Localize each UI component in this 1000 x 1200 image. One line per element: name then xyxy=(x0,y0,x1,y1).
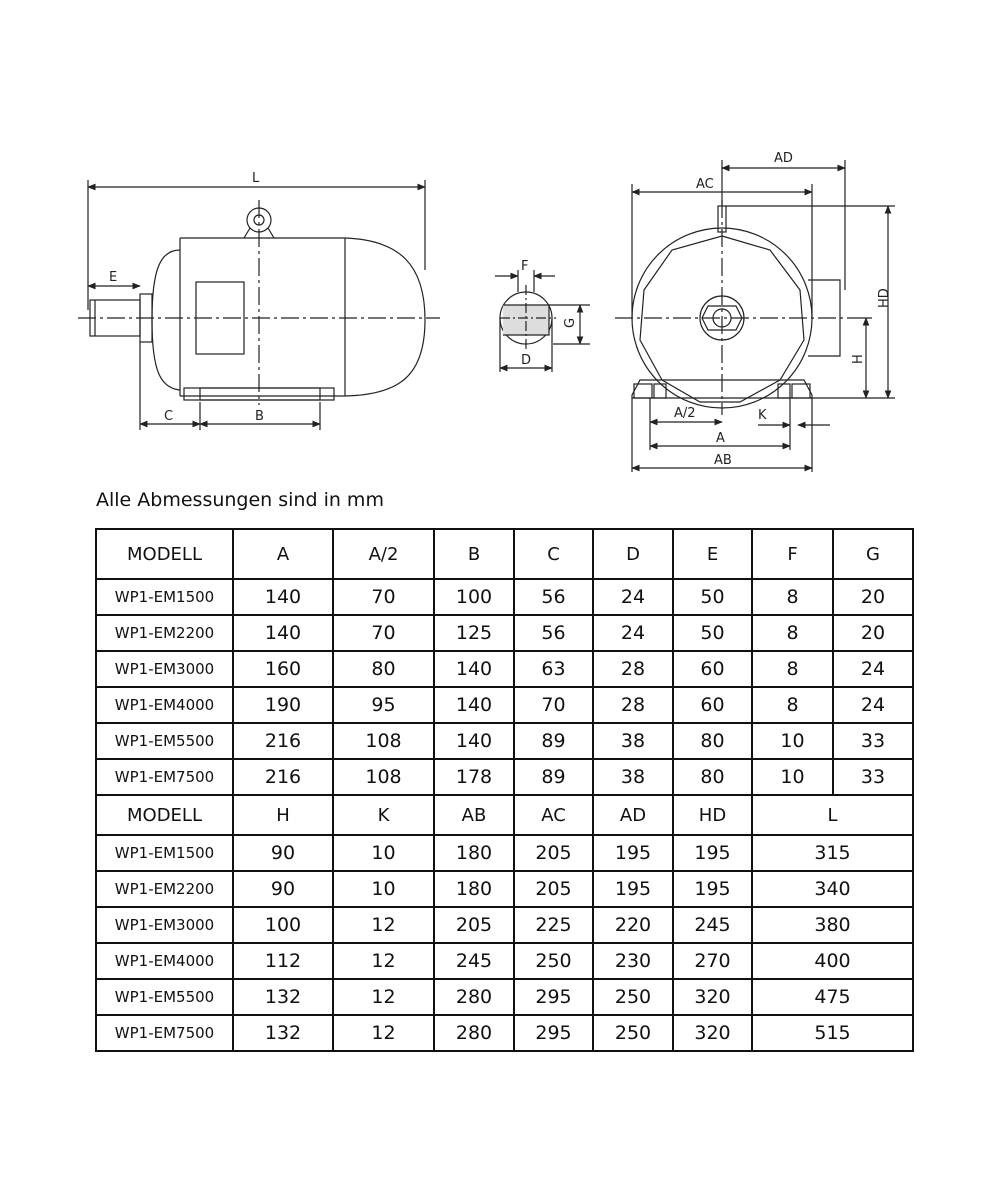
value-cell: 180 xyxy=(434,835,514,871)
table-row xyxy=(96,871,913,907)
value-cell: 515 xyxy=(752,1015,913,1051)
value-cell: 400 xyxy=(752,943,913,979)
value-cell: 12 xyxy=(333,979,434,1015)
value-cell: 20 xyxy=(833,615,913,651)
header-cell: K xyxy=(333,795,434,835)
value-cell: 8 xyxy=(752,651,833,687)
value-cell: 12 xyxy=(333,1015,434,1051)
value-cell: 56 xyxy=(514,615,593,651)
value-cell: 33 xyxy=(833,759,913,795)
value-cell: 10 xyxy=(752,723,833,759)
value-cell: 245 xyxy=(673,907,752,943)
value-cell: 180 xyxy=(434,871,514,907)
value-cell: 100 xyxy=(434,579,514,615)
value-cell: 190 xyxy=(233,687,333,723)
label-A-half: A/2 xyxy=(674,406,696,421)
value-cell: 140 xyxy=(434,687,514,723)
value-cell: 216 xyxy=(233,723,333,759)
value-cell: 90 xyxy=(233,835,333,871)
value-cell: 28 xyxy=(593,687,673,723)
value-cell: 132 xyxy=(233,979,333,1015)
header-cell: C xyxy=(514,529,593,579)
value-cell: 195 xyxy=(593,871,673,907)
header-cell: B xyxy=(434,529,514,579)
value-cell: 195 xyxy=(673,835,752,871)
front-view xyxy=(615,151,895,472)
value-cell: 315 xyxy=(752,835,913,871)
value-cell: 10 xyxy=(752,759,833,795)
value-cell: 205 xyxy=(514,835,593,871)
value-cell: 70 xyxy=(333,615,434,651)
value-cell: 70 xyxy=(514,687,593,723)
value-cell: 89 xyxy=(514,759,593,795)
table-row xyxy=(96,835,913,871)
value-cell: 12 xyxy=(333,907,434,943)
table-row xyxy=(96,759,913,795)
value-cell: 295 xyxy=(514,979,593,1015)
header-cell: H xyxy=(233,795,333,835)
model-cell: WP1-EM4000 xyxy=(96,943,233,979)
table-row xyxy=(96,651,913,687)
value-cell: 280 xyxy=(434,979,514,1015)
value-cell: 245 xyxy=(434,943,514,979)
value-cell: 340 xyxy=(752,871,913,907)
model-cell: WP1-EM1500 xyxy=(96,579,233,615)
value-cell: 70 xyxy=(333,579,434,615)
side-view xyxy=(78,171,440,430)
value-cell: 50 xyxy=(673,615,752,651)
value-cell: 112 xyxy=(233,943,333,979)
value-cell: 475 xyxy=(752,979,913,1015)
dimension-table xyxy=(95,528,914,1052)
table-row xyxy=(96,907,913,943)
value-cell: 320 xyxy=(673,979,752,1015)
value-cell: 38 xyxy=(593,759,673,795)
value-cell: 8 xyxy=(752,615,833,651)
value-cell: 24 xyxy=(593,615,673,651)
label-AB: AB xyxy=(714,453,732,468)
value-cell: 60 xyxy=(673,651,752,687)
value-cell: 24 xyxy=(593,579,673,615)
header-cell: A/2 xyxy=(333,529,434,579)
value-cell: 100 xyxy=(233,907,333,943)
header-cell: AB xyxy=(434,795,514,835)
label-A: A xyxy=(716,431,725,446)
value-cell: 140 xyxy=(233,615,333,651)
label-D: D xyxy=(521,353,532,368)
value-cell: 295 xyxy=(514,1015,593,1051)
model-cell: WP1-EM1500 xyxy=(96,835,233,871)
model-cell: WP1-EM5500 xyxy=(96,979,233,1015)
value-cell: 250 xyxy=(593,979,673,1015)
label-K: K xyxy=(758,408,767,423)
header-cell: MODELL xyxy=(96,529,233,579)
value-cell: 28 xyxy=(593,651,673,687)
header-cell: HD xyxy=(673,795,752,835)
value-cell: 50 xyxy=(673,579,752,615)
header-cell: G xyxy=(833,529,913,579)
value-cell: 380 xyxy=(752,907,913,943)
label-G: G xyxy=(563,317,578,328)
header-cell: E xyxy=(673,529,752,579)
value-cell: 160 xyxy=(233,651,333,687)
value-cell: 20 xyxy=(833,579,913,615)
value-cell: 225 xyxy=(514,907,593,943)
header-cell: L xyxy=(752,795,913,835)
value-cell: 132 xyxy=(233,1015,333,1051)
header-cell: A xyxy=(233,529,333,579)
model-cell: WP1-EM7500 xyxy=(96,1015,233,1051)
value-cell: 33 xyxy=(833,723,913,759)
label-AD: AD xyxy=(774,151,793,166)
value-cell: 140 xyxy=(434,723,514,759)
value-cell: 320 xyxy=(673,1015,752,1051)
header-cell: F xyxy=(752,529,833,579)
value-cell: 178 xyxy=(434,759,514,795)
table-row xyxy=(96,1015,913,1051)
model-cell: WP1-EM5500 xyxy=(96,723,233,759)
model-cell: WP1-EM3000 xyxy=(96,651,233,687)
table1-header-row xyxy=(96,529,913,579)
value-cell: 108 xyxy=(333,759,434,795)
value-cell: 10 xyxy=(333,835,434,871)
value-cell: 220 xyxy=(593,907,673,943)
value-cell: 90 xyxy=(233,871,333,907)
value-cell: 230 xyxy=(593,943,673,979)
value-cell: 205 xyxy=(434,907,514,943)
label-E: E xyxy=(109,270,118,285)
value-cell: 140 xyxy=(434,651,514,687)
value-cell: 8 xyxy=(752,687,833,723)
motor-dimension-drawing xyxy=(0,140,1000,490)
value-cell: 80 xyxy=(333,651,434,687)
label-H: H xyxy=(851,354,866,364)
units-caption: Alle Abmessungen sind in mm xyxy=(96,489,384,511)
value-cell: 280 xyxy=(434,1015,514,1051)
table2-header-row xyxy=(96,795,913,835)
value-cell: 24 xyxy=(833,651,913,687)
value-cell: 140 xyxy=(233,579,333,615)
label-F: F xyxy=(521,259,529,274)
model-cell: WP1-EM7500 xyxy=(96,759,233,795)
model-cell: WP1-EM3000 xyxy=(96,907,233,943)
value-cell: 89 xyxy=(514,723,593,759)
value-cell: 270 xyxy=(673,943,752,979)
label-AC: AC xyxy=(696,177,714,192)
value-cell: 56 xyxy=(514,579,593,615)
model-cell: WP1-EM2200 xyxy=(96,871,233,907)
table-row xyxy=(96,723,913,759)
value-cell: 8 xyxy=(752,579,833,615)
value-cell: 108 xyxy=(333,723,434,759)
value-cell: 216 xyxy=(233,759,333,795)
label-L: L xyxy=(252,171,260,186)
value-cell: 12 xyxy=(333,943,434,979)
value-cell: 195 xyxy=(673,871,752,907)
value-cell: 205 xyxy=(514,871,593,907)
header-cell: AC xyxy=(514,795,593,835)
header-cell: MODELL xyxy=(96,795,233,835)
header-cell: D xyxy=(593,529,673,579)
value-cell: 250 xyxy=(593,1015,673,1051)
table-row xyxy=(96,979,913,1015)
shaft-section-view xyxy=(495,259,590,372)
value-cell: 195 xyxy=(593,835,673,871)
model-cell: WP1-EM2200 xyxy=(96,615,233,651)
value-cell: 80 xyxy=(673,759,752,795)
value-cell: 24 xyxy=(833,687,913,723)
table-row xyxy=(96,943,913,979)
value-cell: 10 xyxy=(333,871,434,907)
value-cell: 38 xyxy=(593,723,673,759)
header-cell: AD xyxy=(593,795,673,835)
value-cell: 60 xyxy=(673,687,752,723)
value-cell: 250 xyxy=(514,943,593,979)
value-cell: 63 xyxy=(514,651,593,687)
value-cell: 95 xyxy=(333,687,434,723)
table-row xyxy=(96,579,913,615)
table-row xyxy=(96,615,913,651)
model-cell: WP1-EM4000 xyxy=(96,687,233,723)
label-C: C xyxy=(164,409,174,424)
label-HD: HD xyxy=(877,288,892,308)
value-cell: 125 xyxy=(434,615,514,651)
table-row xyxy=(96,687,913,723)
label-B: B xyxy=(255,409,264,424)
value-cell: 80 xyxy=(673,723,752,759)
